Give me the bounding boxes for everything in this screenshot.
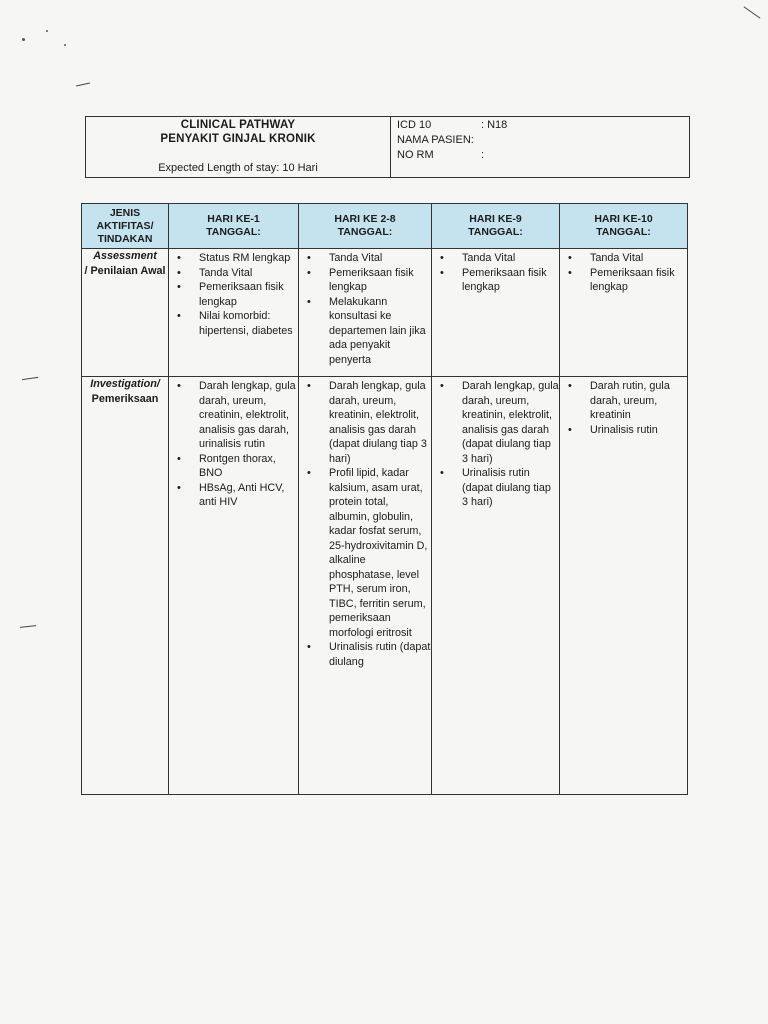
- col-header-day10: [560, 204, 688, 249]
- header-patient-block: [391, 117, 689, 177]
- list-item: • Darah lengkap, gula darah, ureum, kreatinin, elektrolit, analisis gas darah (dapat diulang tiap 3 hari): [462, 379, 559, 466]
- cell-assessment-day2-8: [299, 249, 432, 377]
- row-label-italic: Assessment: [93, 250, 157, 262]
- col-header-day2-8: [299, 204, 432, 249]
- table-header-row: [82, 204, 688, 249]
- scan-mark: [744, 6, 761, 18]
- row-label-text: Pemeriksaan: [91, 392, 159, 405]
- scan-speck: [22, 38, 25, 41]
- list-item: • Urinalisis rutin: [590, 423, 687, 438]
- col-header-activity: [82, 204, 169, 249]
- cell-assessment-day9: [432, 249, 560, 377]
- icd-value: : N18: [481, 119, 508, 131]
- cell-investigation-day10: [560, 377, 688, 795]
- icd-label: ICD 10: [397, 119, 432, 131]
- row-label-assessment: [82, 249, 169, 377]
- title-line1: CLINICAL PATHWAY: [180, 119, 296, 131]
- col-header-text: TANGGAL:: [596, 226, 651, 238]
- list-item: • HBsAg, Anti HCV, anti HIV: [199, 481, 298, 510]
- cell-investigation-day9: [432, 377, 560, 795]
- list-item: • Rontgen thorax, BNO: [199, 452, 298, 481]
- col-header-day1: [169, 204, 299, 249]
- col-header-text: HARI KE-1: [207, 213, 260, 225]
- cell-assessment-day10: [560, 249, 688, 377]
- header-box: [85, 116, 690, 178]
- col-header-text: HARI KE-10: [594, 213, 653, 225]
- length-of-stay: Expected Length of stay: 10 Hari: [158, 162, 318, 174]
- list-item: • Urinalisis rutin (dapat diulang tiap 3 hari): [462, 466, 559, 510]
- list-item: • Nilai komorbid: hipertensi, diabetes: [199, 309, 298, 338]
- list-item: • Melakukann konsultasi ke departemen lain jika ada penyakit penyerta: [329, 295, 431, 368]
- list-item: • Urinalisis rutin (dapat diulang: [329, 640, 431, 669]
- col-header-text: HARI KE 2-8: [334, 213, 396, 225]
- col-header-text: TANGGAL:: [206, 226, 261, 238]
- title-line2: PENYAKIT GINJAL KRONIK: [160, 133, 316, 145]
- list-item: • Darah lengkap, gula darah, ureum, kreatinin, elektrolit, analisis gas darah (dapat diulang tiap 3 hari): [329, 379, 431, 466]
- row-label-investigation: [82, 377, 169, 795]
- col-header-text: TANGGAL:: [468, 226, 523, 238]
- row-label-text: / Penilaian Awal: [84, 264, 166, 277]
- scan-speck: [46, 30, 48, 32]
- list-item: • Tanda Vital: [590, 251, 687, 266]
- scan-mark: [20, 625, 36, 628]
- col-header-day9: [432, 204, 560, 249]
- cell-assessment-day1: [169, 249, 299, 377]
- patient-name-label: NAMA PASIEN:: [397, 134, 474, 146]
- list-item: • Tanda Vital: [329, 251, 431, 266]
- cell-investigation-day2-8: [299, 377, 432, 795]
- rm-value: :: [481, 149, 485, 161]
- list-item: • Tanda Vital: [199, 266, 298, 281]
- list-item: • Profil lipid, kadar kalsium, asam urat, protein total, albumin, globulin, kadar fosfat serum, 25-hydroxivitamin D, alkaline phosphatase, level PTH, serum iron, TIBC, ferritin serum, pemeriksaan morfologi eritrosit: [329, 466, 431, 640]
- list-item: • Tanda Vital: [462, 251, 559, 266]
- list-item: • Darah rutin, gula darah, ureum, kreatinin: [590, 379, 687, 423]
- list-item: • Status RM lengkap: [199, 251, 298, 266]
- col-header-text: JENIS: [109, 206, 141, 219]
- col-header-text: AKTIFITAS/: [96, 219, 154, 232]
- col-header-text: TINDAKAN: [97, 232, 153, 245]
- scan-mark: [22, 377, 38, 380]
- scan-speck: [64, 44, 66, 46]
- header-title-block: [86, 117, 391, 177]
- table-row-assessment: [82, 249, 688, 377]
- rm-label: NO RM: [397, 149, 434, 161]
- row-label-italic: Investigation/: [90, 378, 160, 390]
- col-header-text: TANGGAL:: [337, 226, 393, 238]
- table-row-investigation: [82, 377, 688, 795]
- clinical-pathway-table: [81, 203, 688, 795]
- list-item: • Pemeriksaan fisik lengkap: [199, 280, 298, 309]
- col-header-text: HARI KE-9: [469, 213, 522, 225]
- list-item: • Pemeriksaan fisik lengkap: [462, 266, 559, 295]
- cell-investigation-day1: [169, 377, 299, 795]
- list-item: • Darah lengkap, gula darah, ureum, creatinin, elektrolit, analisis gas darah, urinalisis rutin: [199, 379, 298, 452]
- list-item: • Pemeriksaan fisik lengkap: [590, 266, 687, 295]
- scan-mark: [76, 83, 90, 87]
- list-item: • Pemeriksaan fisik lengkap: [329, 266, 431, 295]
